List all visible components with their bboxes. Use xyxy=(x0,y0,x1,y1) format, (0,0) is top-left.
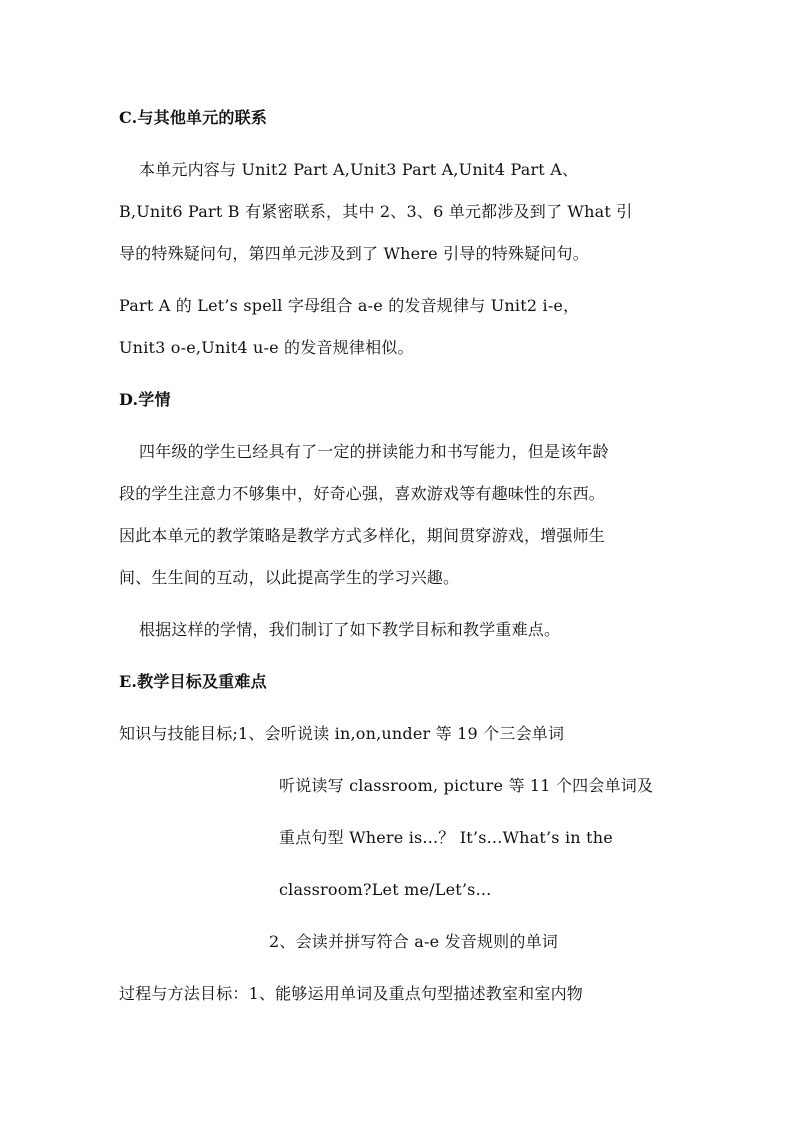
section-d-heading: D.学情 xyxy=(119,390,171,409)
section-d-paragraph1-line3: 因此本单元的教学策略是教学方式多样化，期间贯穿游戏，增强师生 xyxy=(119,526,606,545)
process-method-goal-line1: 过程与方法目标：1、能够运用单词及重点句型描述教室和室内物 xyxy=(119,984,583,1003)
section-c-paragraph1-line1: 本单元内容与 Unit2 Part A,Unit3 Part A,Unit4 Part A、 xyxy=(139,160,579,179)
section-c-paragraph2-line1: Part A 的 Let’s spell 字母组合 a-e 的发音规律与 Unit2 i-e， xyxy=(119,296,580,315)
section-c-heading: C.与其他单元的联系 xyxy=(119,108,268,127)
knowledge-skills-goal-line4: classroom?Let me/Let’s... xyxy=(279,880,492,899)
section-d-paragraph1-line2: 段的学生注意力不够集中，好奇心强，喜欢游戏等有趣味性的东西。 xyxy=(119,484,606,503)
section-d-paragraph1-line4: 间、生生间的互动，以此提高学生的学习兴趣。 xyxy=(119,568,460,587)
section-c-paragraph1-line2: B,Unit6 Part B 有紧密联系，其中 2、3、6 单元都涉及到了 What 引 xyxy=(119,202,633,221)
knowledge-skills-goal-line3: 重点句型 Where is...？ It’s...What’s in the xyxy=(279,828,613,847)
section-d-paragraph1-line1: 四年级的学生已经具有了一定的拼读能力和书写能力，但是该年龄 xyxy=(139,442,609,461)
section-d-paragraph2-line1: 根据这样的学情，我们制订了如下教学目标和教学重难点。 xyxy=(139,620,561,639)
knowledge-skills-goal-line5: 2、会读并拼写符合 a-e 发音规则的单词 xyxy=(269,932,558,951)
section-c-paragraph2-line2: Unit3 o-e,Unit4 u-e 的发音规律相似。 xyxy=(119,338,414,357)
section-e-heading: E.教学目标及重难点 xyxy=(119,672,267,691)
knowledge-skills-goal-line1: 知识与技能目标;1、会听说读 in,on,under 等 19 个三会单词 xyxy=(119,724,565,743)
section-c-paragraph1-line3: 导的特殊疑问句，第四单元涉及到了 Where 引导的特殊疑问句。 xyxy=(119,244,589,263)
knowledge-skills-goal-line2: 听说读写 classroom, picture 等 11 个四会单词及 xyxy=(279,776,654,795)
